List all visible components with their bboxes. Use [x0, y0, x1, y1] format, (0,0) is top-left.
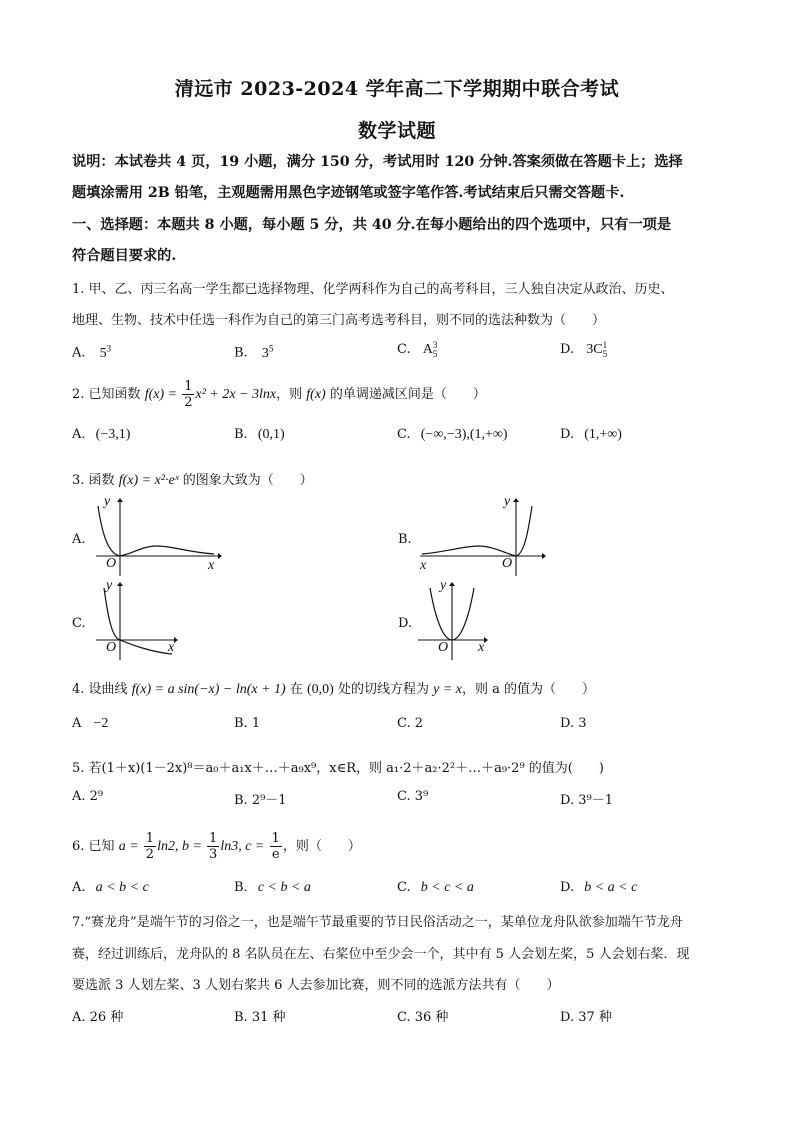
- q3-option-a[interactable]: A.: [72, 532, 86, 547]
- q1-stem-line-2: 地理、生物、技术中任选一科作为自己的第三门高考选考科目，则不同的选法种数为（ ）: [72, 313, 606, 328]
- q1-option-b[interactable]: B. $3^5$: [234, 343, 274, 361]
- q6-option-c[interactable]: C. b < c < a: [397, 880, 474, 895]
- q4-option-c[interactable]: C. 2: [397, 716, 424, 731]
- q1-option-d[interactable]: D. 3C 1 5: [560, 340, 608, 359]
- q7-option-a[interactable]: A. 26 种: [72, 1010, 124, 1025]
- q1-option-a[interactable]: A. $5^3$: [72, 343, 112, 361]
- axis-y-label: y: [504, 494, 511, 509]
- q4-option-a[interactable]: A −2: [72, 716, 109, 731]
- q3-option-c[interactable]: C.: [72, 616, 86, 631]
- instructions-line-1: 说明：本试卷共 4 页，19 小题，满分 150 分，考试用时 120 分钟.答案须做在答题卡上；选择: [72, 154, 683, 170]
- exam-subtitle: 数学试题: [357, 120, 436, 142]
- q5-option-a[interactable]: A. 2⁹: [72, 789, 104, 804]
- q4-option-b[interactable]: B. 1: [234, 716, 261, 731]
- q6-option-d[interactable]: D. b < a < c: [560, 880, 638, 895]
- q6-stem: 6. 已知 a = $\frac{1}{2}$ ln2, b = $\frac{1}{3}$ ln3, c = $\frac{1}{e}$ ，则（ ）: [72, 831, 361, 862]
- origin-label: O: [106, 640, 117, 655]
- origin-label: O: [502, 556, 513, 571]
- q7-stem-line-3: 要选派 3 人划左桨、3 人划右桨共 6 人去参加比赛，则不同的选派方法共有（ ）: [72, 978, 560, 993]
- q1-stem-line-1: 1. 甲、乙、丙三名高一学生都已选择物理、化学两科作为自己的高考科目，三人独自决定从政治、历史、: [72, 282, 674, 297]
- axis-y-label: y: [104, 494, 111, 509]
- axis-x-label: x: [168, 640, 175, 655]
- q3-graph-b: [416, 494, 546, 582]
- q5-option-d[interactable]: D. 3⁹－1: [560, 793, 613, 808]
- q2-option-a[interactable]: A. (−3,1): [72, 427, 131, 442]
- q4-option-d[interactable]: D. 3: [560, 716, 587, 731]
- q7-option-c[interactable]: C. 36 种: [397, 1010, 449, 1025]
- q5-option-b[interactable]: B. 2⁹－1: [234, 793, 287, 808]
- q6-option-b[interactable]: B. c < b < a: [234, 880, 311, 895]
- q7-stem-line-1: 7.“赛龙舟”是端午节的习俗之一，也是端午节最重要的节日民俗活动之一，某单位龙舟队欲参加端午节龙舟: [72, 915, 683, 930]
- q6-option-a[interactable]: A. a < b < c: [72, 880, 149, 895]
- q3-graph-a: [92, 494, 222, 582]
- axis-y-label: y: [106, 578, 113, 593]
- q5-stem: 5. 若(1＋x)(1－2x)⁸＝a₀＋a₁x＋…＋a₉x⁹，x∈R，则 a₁·2＋a₂·2²＋…＋a₉·2⁹ 的值为( ): [72, 761, 604, 776]
- q3-option-d[interactable]: D.: [398, 616, 413, 631]
- q2-option-b[interactable]: B. (0,1): [234, 427, 285, 442]
- axis-x-label: x: [478, 640, 485, 655]
- q5-option-c[interactable]: C. 3⁹: [397, 789, 429, 804]
- origin-label: O: [106, 556, 117, 571]
- q2-stem: 2. 已知函数 f(x) = $\frac{1}{2}$ x² + 2x − 3lnx，则 f(x) 的单调递减区间是（ ）: [72, 379, 486, 410]
- q1-option-c[interactable]: C. A 3 5: [397, 340, 438, 359]
- q4-stem: 4. 设曲线 f(x) = a sin(−x) − ln(x + 1) 在 (0,0) 处的切线方程为 y = x，则 a 的值为（ ）: [72, 682, 596, 697]
- axis-x-label: x: [420, 558, 427, 573]
- section-heading-line-2: 符合题目要求的.: [72, 248, 177, 264]
- section-heading-line-1: 一、选择题：本题共 8 小题，每小题 5 分，共 40 分.在每小题给出的四个选项中，只有一项是: [72, 217, 672, 233]
- q3-stem: 3. 函数 f(x) = x²·eˣ 的图象大致为（ ）: [72, 473, 313, 488]
- exam-title: 清远市 2023-2024 学年高二下学期期中联合考试: [174, 78, 620, 100]
- q2-option-c[interactable]: C. (−∞,−3),(1,+∞): [397, 427, 508, 442]
- q2-option-d[interactable]: D. (1,+∞): [560, 427, 622, 442]
- instructions-line-2: 题填涂需用 2B 铅笔，主观题需用黑色字迹钢笔或签字笔作答.考试结束后只需交答题卡.: [72, 185, 625, 201]
- q7-stem-line-2: 赛，经过训练后，龙舟队的 8 名队员在左、右桨位中至少会一个，其中有 5 人会划左桨，5 人会划右桨．现: [72, 947, 690, 962]
- q7-option-b[interactable]: B. 31 种: [234, 1010, 286, 1025]
- origin-label: O: [438, 640, 449, 655]
- q7-option-d[interactable]: D. 37 种: [560, 1010, 612, 1025]
- q3-graph-c: [92, 578, 192, 666]
- q3-option-b[interactable]: B.: [398, 532, 412, 547]
- axis-y-label: y: [440, 578, 447, 593]
- q3-graph-d: [414, 578, 504, 666]
- axis-x-label: x: [208, 558, 215, 573]
